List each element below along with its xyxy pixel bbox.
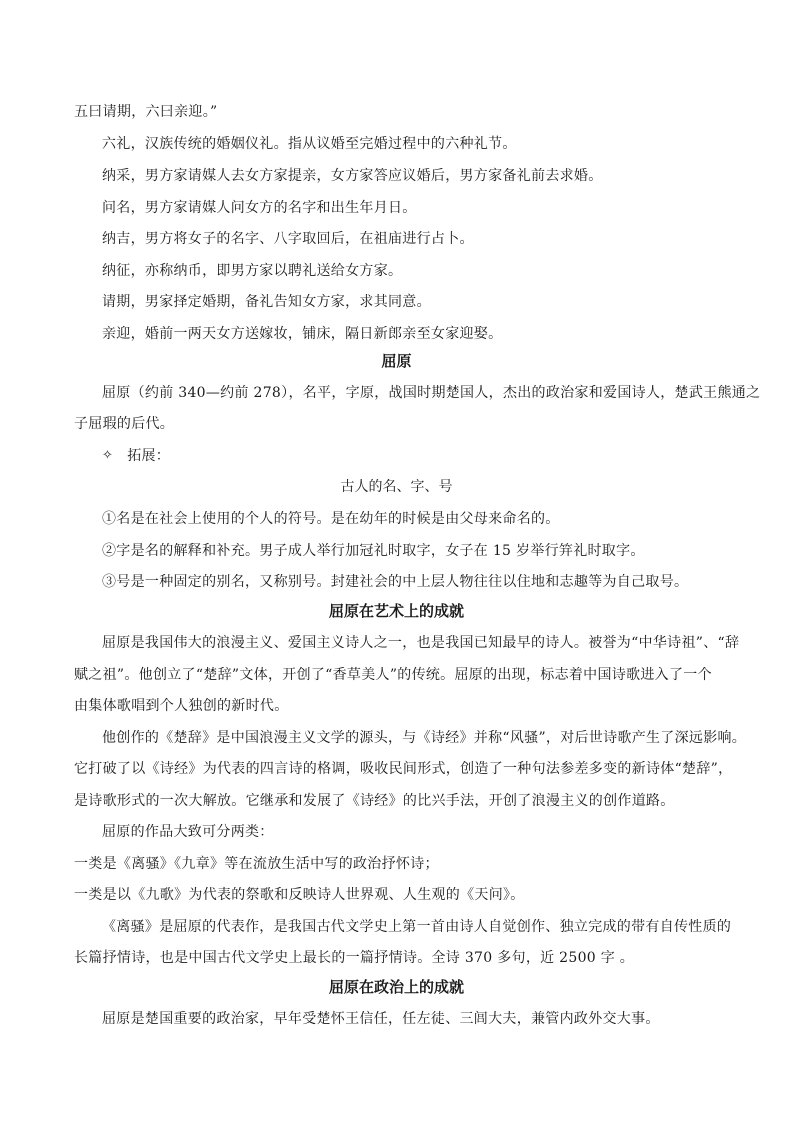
text-line: 赋之祖”。他创立了“楚辞”文体，开创了“香草美人”的传统。屈原的出现，标志着中国诗歌进入了一个 bbox=[74, 667, 712, 683]
text-line: 它打破了以《诗经》为代表的四言诗的格调，吸收民间形式，创造了一种句法参差多变的新诗体“楚辞”， bbox=[74, 761, 733, 777]
text-line: 他创作的《楚辞》是中国浪漫主义文学的源头，与《诗经》并称“风骚”，对后世诗歌产生了深远影响。 bbox=[102, 730, 747, 746]
text-line: 纳采，男方家请媒人去女方家提亲，女方家答应议婚后，男方家备礼前去求婚。 bbox=[102, 168, 603, 184]
list-item: ③号是一种固定的别名，又称别号。封建社会的中上层人物往往以住地和志趣等为自己取号。 bbox=[102, 574, 689, 590]
text-line: 由集体歌唱到个人独创的新时代。 bbox=[74, 698, 289, 714]
section-title: 屈原在政治上的成就 bbox=[328, 978, 464, 996]
text-line: 屈原的作品大致可分两类： bbox=[102, 824, 274, 840]
text-line: 屈原是楚国重要的政治家，早年受楚怀王信任，任左徒、三闾大夫，兼管内政外交大事。 bbox=[102, 1011, 660, 1027]
extension-heading bbox=[102, 440, 752, 472]
text-line: 问名，男方家请媒人问女方的名字和出生年月日。 bbox=[102, 200, 417, 216]
section-title: 屈原在艺术上的成就 bbox=[328, 602, 464, 620]
extension-label: 拓展： bbox=[127, 448, 171, 464]
text-line: 是诗歌形式的一次大解放。它继承和发展了《诗经》的比兴手法，开创了浪漫主义的创作道路。 bbox=[74, 793, 675, 809]
text-line: 亲迎，婚前一两天女方送嫁妆，铺床，隔日新郎亲至女家迎娶。 bbox=[102, 326, 503, 342]
subtitle: 古人的名、字、号 bbox=[340, 479, 453, 495]
list-item: ②字是名的解释和补充。男子成人举行加冠礼时取字，女子在 15 岁举行笄礼时取字。 bbox=[102, 543, 645, 559]
list-item: ①名是在社会上使用的个人的符号。是在幼年的时候是由父母来命名的。 bbox=[102, 511, 560, 527]
text-line: 六礼，汉族传统的婚姻仪礼。指从议婚至完婚过程中的六种礼节。 bbox=[102, 136, 517, 152]
text-line: 屈原（约前 340—约前 278），名平，字原，战国时期楚国人，杰出的政治家和爱国诗人，楚武王熊通之 bbox=[102, 385, 761, 401]
text-line: 屈原是我国伟大的浪漫主义、爱国主义诗人之一，也是我国已知最早的诗人。被誉为“中华诗祖”、“辞 bbox=[102, 635, 740, 651]
section-title: 屈原 bbox=[381, 352, 412, 370]
text-line: 《离骚》是屈原的代表作，是我国古代文学史上第一首由诗人自觉创作、独立完成的带有自传性质的 bbox=[102, 919, 732, 935]
text-line: 请期，男家择定婚期，备礼告知女方家，求其同意。 bbox=[102, 294, 431, 310]
text-line: 一类是以《九歌》为代表的祭歌和反映诗人世界观、人生观的《天问》。 bbox=[74, 887, 525, 903]
text-line: 五曰请期，六曰亲迎。” bbox=[74, 104, 218, 120]
diamond-outline-icon: ✧ bbox=[102, 448, 114, 463]
text-line: 纳征，亦称纳币，即男方家以聘礼送给女方家。 bbox=[102, 263, 403, 279]
text-line: 子屈瑕的后代。 bbox=[74, 416, 175, 432]
text-line: 一类是《离骚》《九章》等在流放生活中写的政治抒怀诗； bbox=[74, 856, 439, 872]
text-line: 纳吉，男方将女子的名字、八字取回后，在祖庙进行占卜。 bbox=[102, 231, 474, 247]
text-line: 长篇抒情诗，也是中国古代文学史上最长的一篇抒情诗。全诗 370 多句，近 2500 字 。 bbox=[74, 950, 635, 966]
